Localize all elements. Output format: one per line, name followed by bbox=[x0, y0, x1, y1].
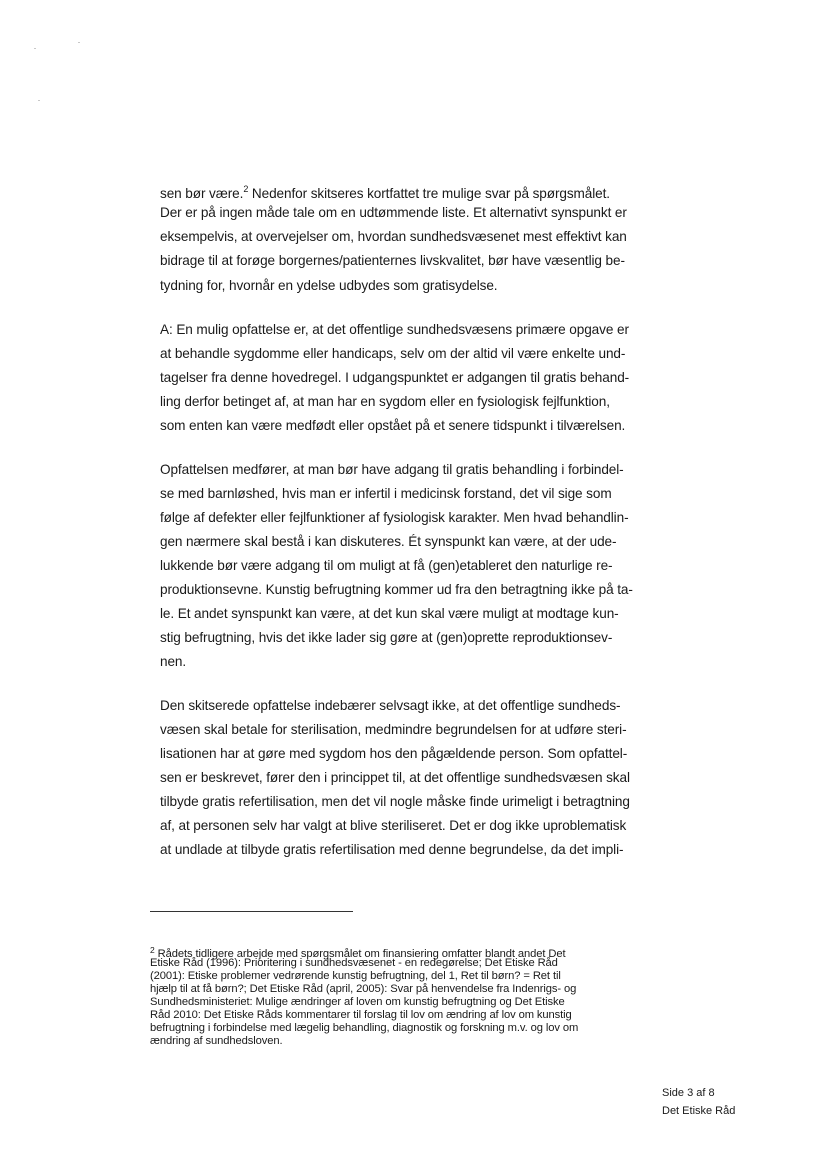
body-line: stig befrugtning, hvis det ikke lader sig gøre at (gen)oprette reproduktionsev- bbox=[160, 630, 613, 645]
footnote-line: befrugtning i forbindelse med lægelig behandling, diagnostik og forskning m.v. og lov om bbox=[150, 1022, 579, 1034]
footnote-line: Råd 2010: Det Etiske Råds kommentarer til forslag til lov om ændring af lov om kunstig bbox=[150, 1009, 572, 1021]
body-text: Nedenfor skitseres kortfattet tre mulige svar på spørgsmålet. bbox=[248, 186, 610, 201]
footnote-text: Rådets tidligere arbejde med spørgsmålet om finansiering omfatter blandt andet Det bbox=[157, 948, 566, 960]
footnote-line: (2001): Etiske problemer vedrørende kunstig befrugtning, del 1, Ret til børn? = Ret til bbox=[150, 970, 561, 982]
footnote-line: Sundhedsministeriet: Mulige ændringer af loven om kunstig befrugtning og Det Etiske bbox=[150, 996, 565, 1008]
body-line: gen nærmere skal bestå i kan diskuteres. Ét synspunkt kan være, at der ude- bbox=[160, 534, 617, 549]
body-line: af, at personen selv har valgt at blive steriliseret. Det er dog ikke uproblematisk bbox=[160, 818, 627, 833]
body-line: lisationen har at gøre med sygdom hos den pågældende person. Som opfattel- bbox=[160, 746, 628, 761]
body-line: sen er beskrevet, fører den i princippet til, at det offentlige sundhedsvæsen skal bbox=[160, 770, 630, 785]
footnote-separator bbox=[150, 911, 353, 912]
body-line: Den skitserede opfattelse indebærer selvsagt ikke, at det offentlige sundheds- bbox=[160, 698, 621, 713]
body-line: lukkende bør være adgang til om muligt at få (gen)etableret den naturlige re- bbox=[160, 558, 613, 573]
body-line: bidrage til at forøge borgernes/patienternes livskvalitet, bør have væsentlig be- bbox=[160, 253, 625, 268]
footnote-line: Etiske Råd (1996): Prioritering i sundhedsvæsenet - en redegørelse; Det Etiske Råd bbox=[150, 957, 558, 969]
body-line: at behandle sygdomme eller handicaps, selv om der altid vil være enkelte und- bbox=[160, 346, 626, 361]
body-line: produktionsevne. Kunstig befrugtning kommer ud fra den betragtning ikke på ta- bbox=[160, 582, 633, 597]
body-line: at undlade at tilbyde gratis refertilisation med denne begrundelse, da det impli- bbox=[160, 842, 624, 857]
body-line: le. Et andet synspunkt kan være, at det kun skal være muligt at modtage kun- bbox=[160, 606, 619, 621]
body-line: tilbyde gratis refertilisation, men det vil nogle måske finde urimeligt i betragtning bbox=[160, 794, 630, 809]
body-line: ling derfor betinget af, at man har en sygdom eller en fysiologisk fejlfunktion, bbox=[160, 394, 610, 409]
body-line: som enten kan være medfødt eller opstået på et senere tidspunkt i tilværelsen. bbox=[160, 418, 626, 433]
body-line: A: En mulig opfattelse er, at det offentlige sundhedsvæsens primære opgave er bbox=[160, 322, 629, 337]
page-number: Side 3 af 8 bbox=[662, 1087, 715, 1099]
footnote-line: hjælp til at få børn?; Det Etiske Råd (april, 2005): Svar på henvendelse fra Indenrigs- og bbox=[150, 983, 577, 995]
organization-name: Det Etiske Råd bbox=[662, 1105, 736, 1117]
body-line: væsen skal betale for sterilisation, medmindre begrundelsen for at udføre steri- bbox=[160, 722, 627, 737]
footnote-line: ændring af sundhedsloven. bbox=[150, 1035, 283, 1047]
body-line: tagelser fra denne hovedregel. I udgangspunktet er adgangen til gratis behand- bbox=[160, 370, 630, 385]
body-line: se med barnløshed, hvis man er infertil i medicinsk forstand, det vil sige som bbox=[160, 486, 612, 501]
body-line: eksempelvis, at overvejelser om, hvordan sundhedsvæsenet mest effektivt kan bbox=[160, 229, 627, 244]
body-line: tydning for, hvornår en ydelse udbydes som gratisydelse. bbox=[160, 278, 498, 293]
body-line bbox=[160, 181, 610, 202]
scan-speck bbox=[78, 42, 80, 43]
scan-speck bbox=[34, 48, 36, 49]
body-line: Der er på ingen måde tale om en udtømmende liste. Et alternativt synspunkt er bbox=[160, 205, 627, 220]
body-text: sen bør være. bbox=[160, 186, 244, 201]
body-line: Opfattelsen medfører, at man bør have adgang til gratis behandling i forbindel- bbox=[160, 462, 624, 477]
footnote-reference[interactable]: 2 bbox=[243, 184, 249, 194]
body-line: følge af defekter eller fejlfunktioner af fysiologisk karakter. Men hvad behandlin- bbox=[160, 510, 629, 525]
footnote-mark: 2 bbox=[150, 945, 155, 955]
scan-speck bbox=[38, 100, 40, 101]
body-line: nen. bbox=[160, 654, 187, 669]
